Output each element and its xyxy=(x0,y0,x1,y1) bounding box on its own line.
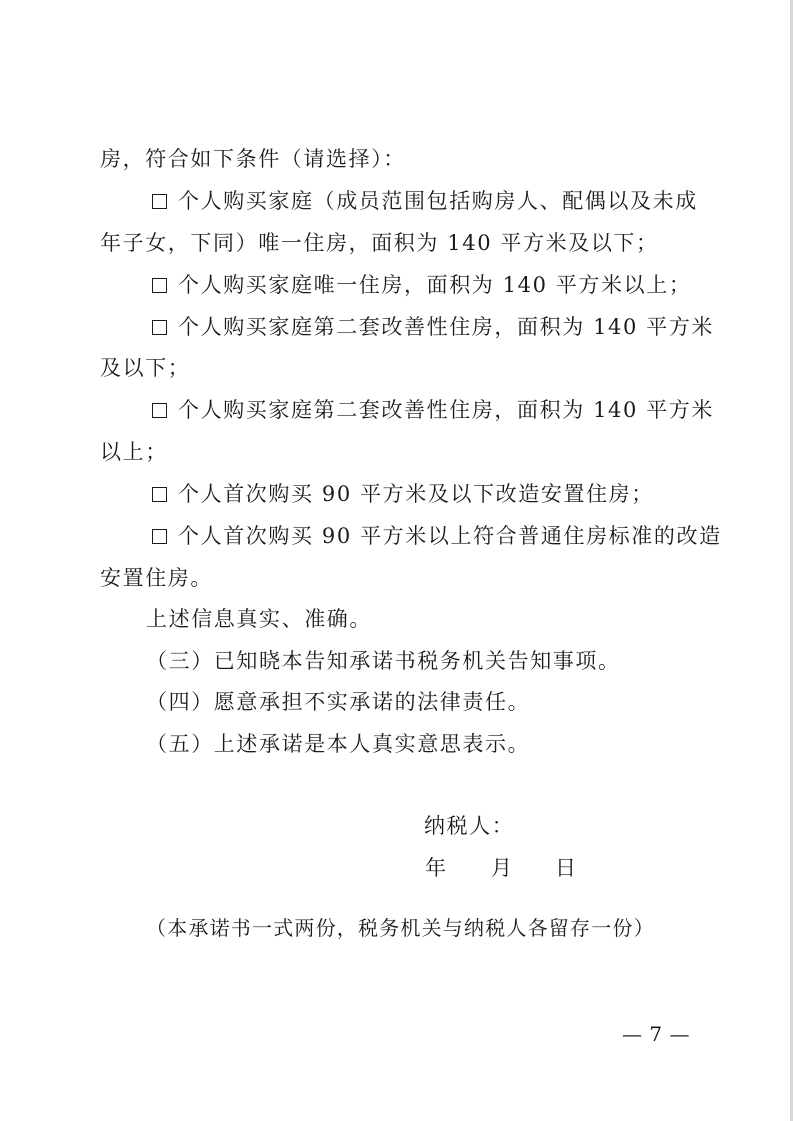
option-4-checkbox[interactable] xyxy=(152,403,167,418)
option-6-line-2: 安置住房。 xyxy=(100,566,213,590)
option-5-line-1 xyxy=(152,478,654,510)
option-3-checkbox[interactable] xyxy=(152,320,167,335)
option-6-checkbox[interactable] xyxy=(152,529,167,544)
page-number: — 7 — xyxy=(622,1022,690,1046)
option-1-line-2: 年子女，下同）唯一住房，面积为 140 平方米及以下； xyxy=(100,231,659,255)
option-6-text: 个人首次购买 90 平方米以上符合普通住房标准的改造 xyxy=(178,524,722,548)
option-2-text: 个人购买家庭唯一住房，面积为 140 平方米以上； xyxy=(178,273,692,297)
option-5-checkbox[interactable] xyxy=(152,487,167,502)
intro-line: 房，符合如下条件（请选择）： xyxy=(100,147,406,171)
option-5-text: 个人首次购买 90 平方米及以下改造安置住房； xyxy=(178,482,654,506)
option-1-checkbox[interactable] xyxy=(152,194,167,209)
option-2-checkbox[interactable] xyxy=(152,278,167,293)
option-1-line-1 xyxy=(152,185,698,217)
footnote: （本承诺书一式两份，税务机关与纳税人各留存一份） xyxy=(146,916,655,940)
option-4-line-1 xyxy=(152,394,714,426)
option-2-line-1 xyxy=(152,269,691,301)
option-3-text: 个人购买家庭第二套改善性住房，面积为 140 平方米 xyxy=(178,315,715,339)
option-4-line-2: 以上； xyxy=(100,440,168,464)
option-3-line-1 xyxy=(152,311,714,343)
taxpayer-label: 纳税人： xyxy=(424,814,515,838)
date-year-label: 年 xyxy=(425,856,448,880)
commitment-4: （四）愿意承担不实承诺的法律责任。 xyxy=(146,690,531,714)
date-day-label: 日 xyxy=(555,856,578,880)
option-4-text: 个人购买家庭第二套改善性住房，面积为 140 平方米 xyxy=(178,398,715,422)
option-1-text: 个人购买家庭（成员范围包括购房人、配偶以及未成 xyxy=(178,189,698,213)
commitment-5: （五）上述承诺是本人真实意思表示。 xyxy=(146,732,531,756)
option-6-line-1 xyxy=(152,520,722,552)
statement-line: 上述信息真实、准确。 xyxy=(146,607,372,631)
date-month-label: 月 xyxy=(491,856,514,880)
option-3-line-2: 及以下； xyxy=(100,356,191,380)
commitment-3: （三）已知晓本告知承诺书税务机关告知事项。 xyxy=(146,649,621,673)
